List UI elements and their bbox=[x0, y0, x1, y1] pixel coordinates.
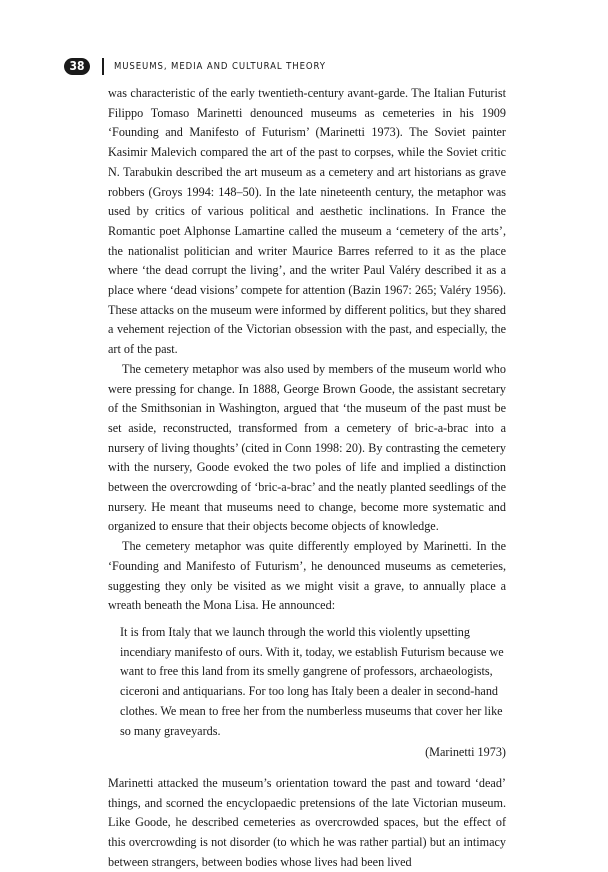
quote-citation: (Marinetti 1973) bbox=[425, 745, 506, 760]
block-quote bbox=[120, 623, 506, 763]
header-divider bbox=[102, 58, 104, 75]
paragraph: Marinetti attacked the museum’s orientation toward the past and toward ‘dead’ things, and scorned the encyclopaedic pretensions of the late Victorian museum. Like Goode, he described cemeteries as overcrowded spaces, but the effect of this overcrowding is not disorder (to which he was rather partial) but an intimacy between strangers, between bodies whose lives had been lived bbox=[108, 775, 506, 869]
paragraph: The cemetery metaphor was also used by members of the museum world who were pressing for change. In 1888, George Brown Goode, the assistant secretary of the Smithsonian in Washington, argued that ‘the museum of the past must be set aside, reconstructed, transformed from a cemetery of bric-a-brac into a nursery of living thoughts’ (cited in Conn 1998: 20). By contrasting the cemetery with the nursery, Goode evoked the two poles of life and implied a distinction between the overcrowding of ‘bric-a-brac’ and the neatly planted seedlings of the nursery. He meant that museums need to change, become more systematic and organized to ensure that their objects become objects of knowledge. bbox=[108, 361, 506, 534]
running-head-title: MUSEUMS, MEDIA AND CULTURAL THEORY bbox=[114, 60, 326, 72]
running-header bbox=[64, 56, 326, 76]
page-number: 38 bbox=[64, 58, 90, 75]
paragraph: The cemetery metaphor was quite differently employed by Marinetti. In the ‘Founding and Manifesto of Futurism’, he denounced museums as cemeteries, suggesting they only be visited as we might visit a grave, to annually place a wreath beneath the Mona Lisa. He announced: bbox=[108, 539, 506, 613]
paragraph: was characteristic of the early twentieth-century avant-garde. The Italian Futurist Filippo Tomaso Marinetti denounced museums as cemeteries in his 1909 ‘Founding and Manifesto of Futurism’ (Marinetti 1973). The Soviet painter Kasimir Malevich compared the art of the past to corpses, while the Soviet critic N. Tarabukin described the art museum as a cemetery and art historians as grave robbers (Groys 1994: 148–50). In the late nineteenth century, the metaphor was used by critics of various political and aesthetic inclinations. In France the Romantic poet Alphonse Lamartine called the museum a ‘cemetery of the arts’, the nationalist politician and writer Maurice Barres referred to it as the place where ‘the dead corrupt the living’, and the writer Paul Valéry described it as a place where ‘dead visions’ compete for attention (Bazin 1967: 265; Valéry 1956). These attacks on the museum were informed by different politics, but they shared a vehement rejection of the Victorian obsession with the past, and especially, the art of the past. bbox=[108, 86, 506, 357]
body-text bbox=[108, 84, 506, 872]
quote-text: It is from Italy that we launch through the world this violently upsetting incendiary manifesto of ours. With it, today, we establish Futurism because we want to free this land from its smelly gangrene of professors, archaeologists, ciceroni and antiquarians. For too long has Italy been a dealer in second-hand clothes. We mean to free her from the numberless museums that cover her like so many graveyards. bbox=[120, 624, 504, 738]
